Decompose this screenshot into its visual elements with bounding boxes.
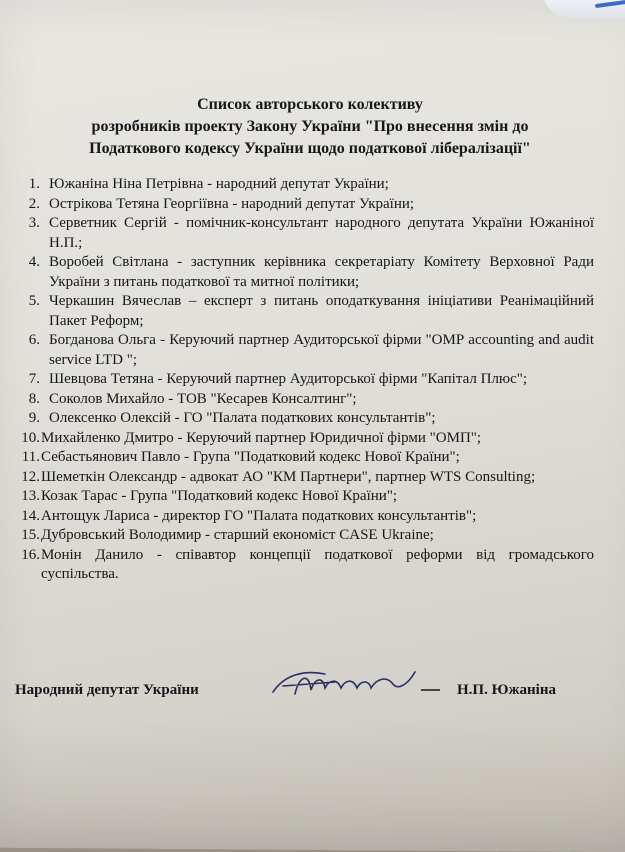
list-item (14, 331, 594, 370)
title-line-1: Список авторського колективу (197, 96, 423, 113)
list-item (14, 370, 594, 390)
item-number: 10. (21, 429, 40, 446)
list-item (14, 253, 594, 292)
list-item (14, 429, 594, 449)
list-item (14, 507, 594, 527)
item-text: Олексенко Олексій - ГО "Палата податкових консультантів"; (49, 410, 436, 426)
item-text: Серветник Сергій - помічник-консультант народного депутата України Южаніної Н.П.; (49, 215, 594, 251)
list-item (14, 214, 594, 253)
item-number: 7. (28, 371, 40, 387)
item-number: 15. (21, 527, 40, 543)
item-text: Воробей Світлана - заступник керівника секретаріату Комітету Верховної Ради України з питань податкової та митної політики; (49, 254, 594, 290)
list-item (14, 546, 594, 585)
item-text: Шевцова Тетяна - Керуючий партнер Аудиторської фірми "Капітал Плюс"; (49, 371, 528, 387)
item-number: 3. (28, 215, 40, 231)
item-number: 6. (28, 332, 40, 348)
list-item (14, 195, 594, 215)
handwritten-signature (265, 664, 465, 704)
list-item (14, 487, 594, 507)
title-line-3: Податкового кодексу України щодо податкової лібералізації" (89, 140, 531, 157)
item-number: 2. (28, 195, 40, 212)
item-number: 13. (21, 488, 40, 504)
list-item (14, 409, 594, 429)
list-item (14, 390, 594, 410)
item-text: Дубровський Володимир - старший економіст CASE Ukraine; (41, 527, 434, 543)
item-number: 8. (28, 390, 40, 407)
item-text: Богданова Ольга - Керуючий партнер Аудиторської фірми "ОМР accounting and audit service LTD "; (49, 332, 594, 368)
item-text: Козак Тарас - Група "Податковий кодекс Нової Країни"; (41, 488, 398, 504)
list-item (14, 292, 594, 331)
signatory-title: Народний депутат України (15, 682, 199, 698)
item-text: Михайленко Дмитро - Керуючий партнер Юридичної фірми "ОМП"; (41, 429, 482, 446)
item-number: 4. (28, 254, 40, 270)
authors-list (14, 175, 594, 585)
item-number: 16. (21, 546, 40, 563)
list-item (14, 175, 594, 195)
item-number: 9. (28, 410, 40, 426)
item-number: 14. (21, 507, 40, 524)
item-text: Монін Данило - співавтор концепції податкової реформи від громадського суспільства. (41, 546, 594, 582)
item-number: 11. (21, 449, 40, 465)
list-item (14, 468, 594, 488)
title-line-2: розробників проекту Закону України "Про внесення змін до (91, 118, 529, 135)
list-item (14, 448, 594, 468)
item-text: Соколов Михайло - ТОВ "Кесарев Консалтинг"; (49, 390, 357, 407)
item-text: Черкашин Вячеслав – експерт з питань оподаткування ініціативи Реанімаційний Пакет Реформ; (49, 293, 594, 329)
item-text: Шеметкін Олександр - адвокат АО "КМ Партнери", партнер WTS Consulting; (41, 468, 536, 485)
signatory-name: Н.П. Южаніна (457, 682, 556, 698)
list-item (14, 526, 594, 546)
item-text: Южаніна Ніна Петрівна - народний депутат України; (49, 176, 389, 192)
item-text: Антощук Лариса - директор ГО "Палата податкових консультантів"; (41, 507, 477, 524)
item-number: 12. (21, 468, 40, 485)
item-text: Себастьянович Павло - Група "Податковий кодекс Нової Країни"; (41, 449, 460, 465)
item-text: Острікова Тетяна Георгіївна - народний депутат України; (49, 195, 415, 212)
item-number: 1. (28, 176, 40, 192)
item-number: 5. (28, 293, 40, 309)
